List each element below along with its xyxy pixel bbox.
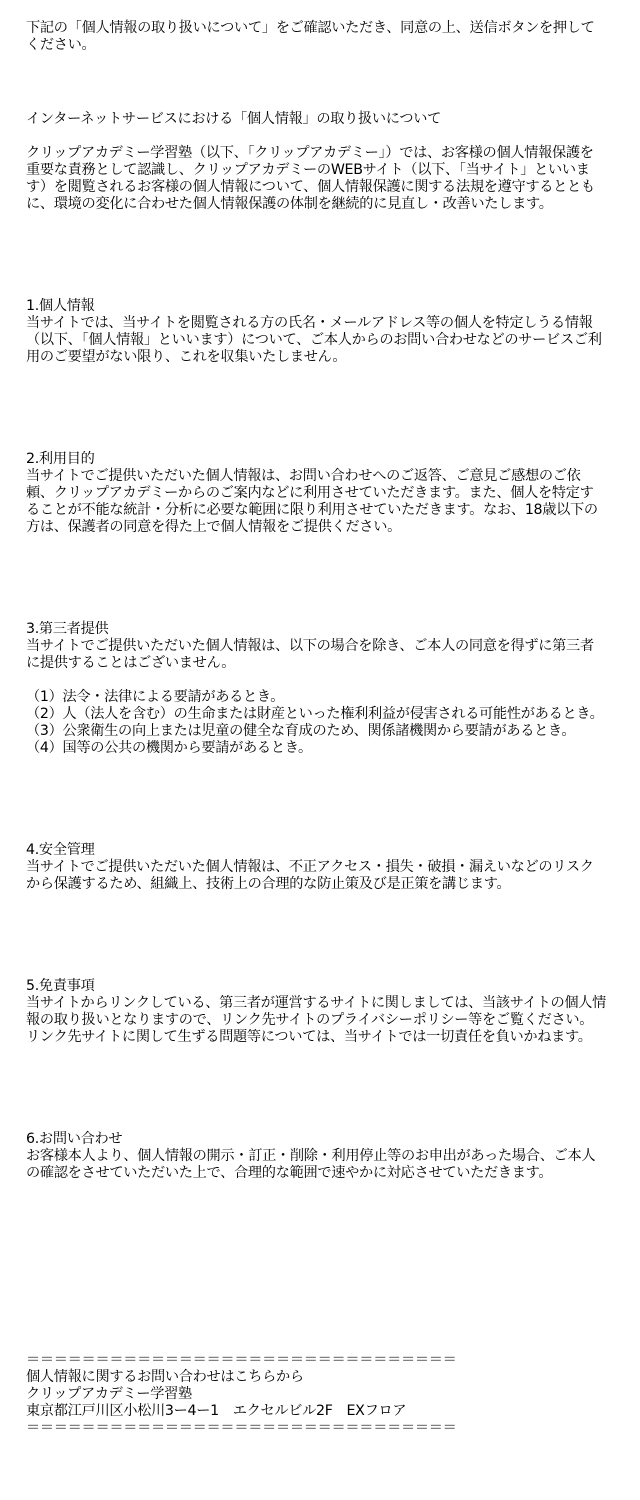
section-body: お客様本人より、個人情報の開示・訂正・削除・利用停止等のお申出があった場合、ご本人の確認をさせていただいた上で、合理的な範囲で速やかに対応させていただきます。 [26, 1148, 596, 1181]
contact-label: 個人情報に関するお問い合わせはこちらから [26, 1369, 304, 1385]
divider-rule-top: ＝＝＝＝＝＝＝＝＝＝＝＝＝＝＝＝＝＝＝＝＝＝＝＝＝＝＝＝＝＝＝ [26, 1352, 457, 1368]
section-heading: 1.個人情報 [26, 298, 95, 314]
section-personal-info [26, 298, 606, 366]
section-heading: 3.第三者提供 [26, 621, 109, 637]
contact-footer [26, 1352, 606, 1437]
spacer [26, 366, 606, 451]
spacer [26, 536, 606, 621]
section-heading: 4.安全管理 [26, 842, 95, 858]
list-item: （1）法令・法律による要請があるとき。 [26, 689, 285, 705]
section-heading: 6.お問い合わせ [26, 1131, 123, 1147]
spacer [26, 54, 606, 111]
section-purpose-of-use [26, 451, 606, 536]
section-body: 当サイトでご提供いただいた個人情報は、お問い合わせへのご返答、ご意見ご感想のご依頼、クリップアカデミーからのご案内などに利用させていただきます。また、個人を特定することが不能な統計・分析に必要な範囲に限り利用させていただきます。なお、18歳以下の方は、保護者の同意を得た上で個人情報をご提供ください。 [26, 468, 598, 535]
spacer [26, 213, 606, 298]
intro-text: 下記の「個人情報の取り扱いについて」をご確認いただき、同意の上、送信ボタンを押してください。 [26, 20, 595, 53]
organization-address: 東京都江戸川区小松川3ー4ー1 エクセルビル2F EXフロア [26, 1403, 407, 1419]
list-item: （2）人（法人を含む）の生命または財産といった権利利益が侵害される可能性があるとき。 [26, 706, 604, 722]
divider-rule-bottom: ＝＝＝＝＝＝＝＝＝＝＝＝＝＝＝＝＝＝＝＝＝＝＝＝＝＝＝＝＝＝＝ [26, 1420, 457, 1436]
organization-name: クリップアカデミー学習塾 [26, 1386, 192, 1402]
spacer [26, 128, 606, 145]
spacer [26, 757, 606, 842]
section-body: 当サイトでご提供いただいた個人情報は、不正アクセス・損失・破損・漏えいなどのリスクから保護するため、組織上、技術上の合理的な防止策及び是正策を講じます。 [26, 859, 594, 892]
privacy-policy-document [26, 20, 606, 1437]
section-heading: 2.利用目的 [26, 451, 95, 467]
section-body: 当サイトからリンクしている、第三者が運営するサイトに関しましては、当該サイトの個人情報の取り扱いとなりますので、リンク先サイトのプライバシーポリシー等をご覧ください。リンク先サイトに関して生ずる問題等については、当サイトでは一切責任を負いかねます。 [26, 995, 607, 1045]
section-disclaimer [26, 978, 606, 1046]
section-third-party-provision [26, 621, 606, 757]
section-security-management [26, 842, 606, 893]
spacer [26, 1182, 606, 1352]
section-inquiries [26, 1131, 606, 1182]
list-item: （4）国等の公共の機関から要請があるとき。 [26, 740, 312, 756]
spacer [26, 1046, 606, 1131]
section-body: 当サイトでご提供いただいた個人情報は、以下の場合を除き、ご本人の同意を得ずに第三者に提供することはございません。 [26, 638, 594, 671]
spacer [26, 672, 606, 689]
document-title: インターネットサービスにおける「個人情報」の取り扱いについて [26, 111, 442, 127]
section-heading: 5.免責事項 [26, 978, 95, 994]
section-body: 当サイトでは、当サイトを閲覧される方の氏名・メールアドレス等の個人を特定しうる情報（以下、「個人情報」といいます）について、ご本人からのお問い合わせなどのサービスご利用のご要望がない限り、これを収集いたしません。 [26, 315, 602, 365]
preamble-text: クリップアカデミー学習塾（以下、「クリップアカデミー」）では、お客様の個人情報保護を重要な責務として認識し、クリップアカデミーのWEBサイト（以下、「当サイト」といいます）を閲覧されるお客様の個人情報について、個人情報保護に関する法規を遵守するとともに、環境の変化に合わせた個人情報保護の体制を継続的に見直し・改善いたします。 [26, 145, 595, 212]
spacer [26, 893, 606, 978]
list-item: （3）公衆衛生の向上または児童の健全な育成のため、関係諸機関から要請があるとき。 [26, 723, 576, 739]
